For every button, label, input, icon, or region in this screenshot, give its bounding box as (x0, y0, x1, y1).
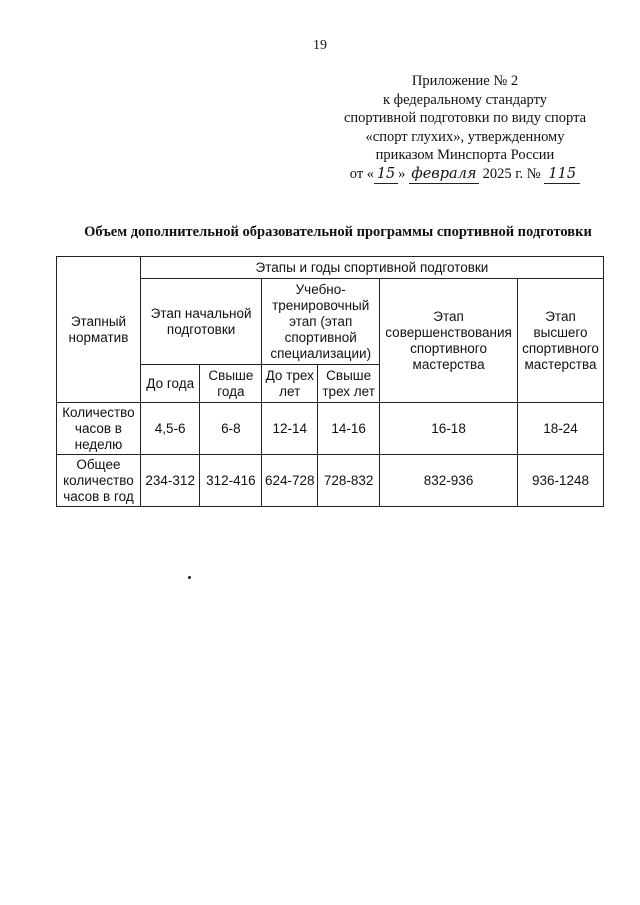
table-cell: 234-312 (140, 455, 200, 507)
appendix-date-line (330, 165, 600, 185)
table-cell: 14-16 (318, 403, 380, 455)
page-number: 19 (313, 38, 327, 53)
appendix-line: «спорт глухих», утвержденному (365, 128, 565, 145)
sub-header-over-three: Свыше трех лет (318, 365, 380, 403)
date-sep: » (398, 165, 406, 182)
table-row (57, 403, 604, 455)
group-header-cell: Этапы и годы спортивной подготовки (140, 257, 603, 279)
sub-header-up-to-year: До года (140, 365, 200, 403)
date-prefix: от « (349, 165, 375, 182)
sub-header-over-year: Свыше года (200, 365, 262, 403)
appendix-line: спортивной подготовки по виду спорта (343, 110, 587, 126)
stage-initial-header: Этап начальной подготовки (140, 279, 261, 365)
table-cell: 312-416 (200, 455, 262, 507)
table-cell: 832-936 (380, 455, 518, 507)
row-header-cell: Этапный норматив (57, 257, 141, 403)
stage-improvement-header: Этап совершенствования спортивного мастерства (380, 279, 518, 403)
sub-header-up-to-three: До трех лет (262, 365, 318, 403)
row-label: Общее количество часов в год (57, 455, 141, 507)
appendix-line: Приложение № 2 (411, 73, 519, 89)
stage-training-header: Учебно-тренировочный этап (этап спортивной специализации) (262, 279, 380, 365)
table-row (57, 455, 604, 507)
table-cell: 6-8 (200, 403, 262, 455)
table-cell: 16-18 (380, 403, 518, 455)
table-cell: 18-24 (518, 403, 604, 455)
stray-mark (188, 576, 191, 579)
appendix-line: к федеральному стандарту (383, 91, 547, 108)
handwritten-day: 15 (374, 165, 398, 185)
table-cell: 624-728 (262, 455, 318, 507)
document-title: Объем дополнительной образовательной программы спортивной подготовки (84, 224, 592, 240)
appendix-line: приказом Минспорта России (375, 147, 555, 163)
handwritten-number: 115 (544, 165, 580, 185)
table-cell: 4,5-6 (140, 403, 200, 455)
table-cell: 936-1248 (518, 455, 604, 507)
table-cell: 12-14 (262, 403, 318, 455)
stage-higher-header: Этап высшего спортивного мастерства (518, 279, 604, 403)
row-label: Количество часов в неделю (57, 403, 141, 455)
table-cell: 728-832 (318, 455, 380, 507)
date-year: 2025 г. № (482, 165, 541, 182)
handwritten-month: февраля (409, 165, 479, 185)
appendix-block (330, 72, 600, 184)
norms-table (56, 256, 604, 507)
